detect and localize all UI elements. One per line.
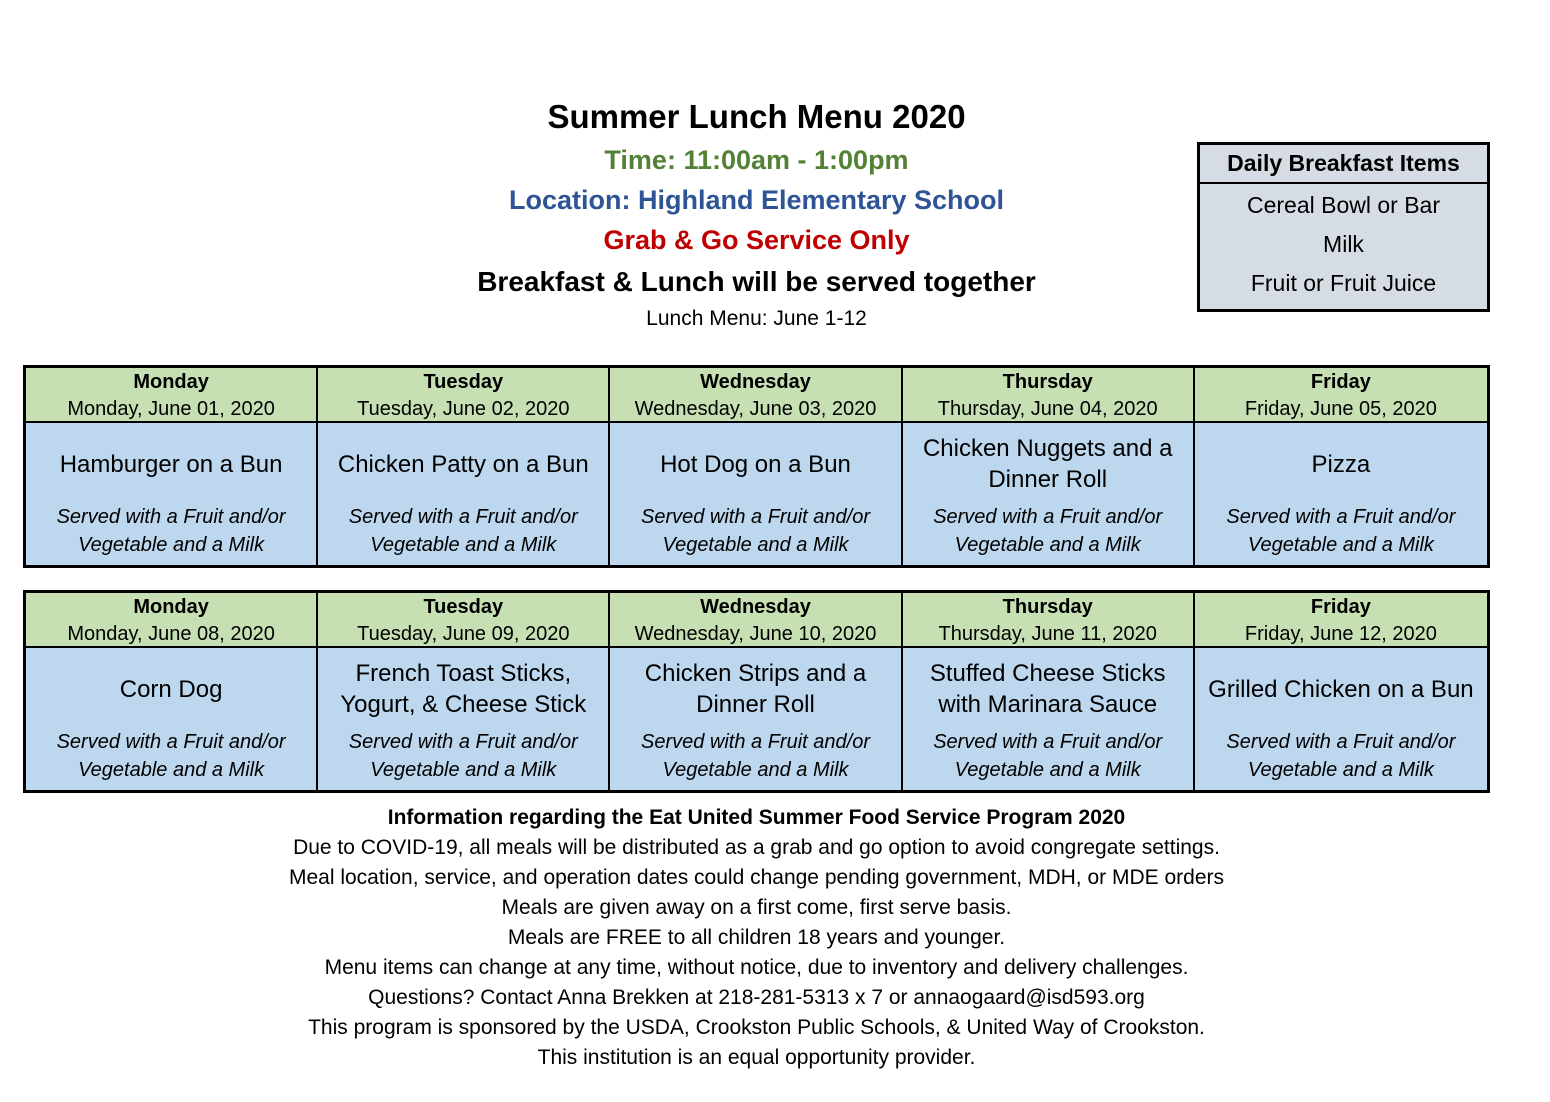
day-name: Friday (1310, 596, 1371, 618)
week2-header-friday (1195, 593, 1487, 648)
day-date: Friday, June 12, 2020 (1244, 623, 1437, 645)
info-line: Menu items can change at any time, without notice, due to inventory and delivery challenges. (324, 956, 1189, 979)
meal-name: Chicken Patty on a Bun (337, 450, 589, 478)
week2-meal-monday (26, 648, 318, 790)
meal-name: French Toast Sticks, Yogurt, & Cheese Stick (340, 660, 587, 718)
day-date: Thursday, June 11, 2020 (938, 623, 1157, 645)
meal-name: Chicken Strips and a Dinner Roll (644, 660, 867, 718)
meal-name: Corn Dog (119, 675, 223, 703)
breakfast-item: Milk (1323, 231, 1364, 257)
info-line: Meals are FREE to all children 18 years and younger. (507, 926, 1006, 949)
program-information (23, 803, 1490, 1073)
meal-name: Chicken Nuggets and a Dinner Roll (922, 435, 1173, 493)
info-line: Meal location, service, and operation dates could change pending government, MDH, or MDE orders (288, 866, 1224, 889)
meal-note: Served with a Fruit and/or Vegetable and a Milk (933, 731, 1163, 781)
day-date: Tuesday, June 02, 2020 (357, 398, 570, 420)
week2-header-tuesday (318, 593, 610, 648)
together-line: Breakfast & Lunch will be served together (477, 266, 1036, 297)
info-contact-line: Questions? Contact Anna Brekken at 218-281-5313 x 7 or annaogaard@isd593.org (368, 986, 1145, 1009)
day-name: Monday (133, 371, 209, 393)
meal-note: Served with a Fruit and/or Vegetable and a Milk (640, 731, 870, 781)
meal-note: Served with a Fruit and/or Vegetable and a Milk (1226, 731, 1456, 781)
meal-name: Grilled Chicken on a Bun (1208, 675, 1474, 703)
week1-header-monday (26, 368, 318, 423)
week1-meal-monday (26, 423, 318, 565)
day-date: Monday, June 01, 2020 (67, 398, 275, 420)
week1-meal-friday (1195, 423, 1487, 565)
info-line: This program is sponsored by the USDA, Crookston Public Schools, & United Way of Crookston. (308, 1016, 1205, 1039)
week1-meal-tuesday (318, 423, 610, 565)
day-name: Tuesday (423, 596, 504, 618)
page-title: Summer Lunch Menu 2020 (547, 98, 966, 135)
day-date: Monday, June 08, 2020 (67, 623, 275, 645)
menu-range-line: Lunch Menu: June 1-12 (646, 307, 867, 330)
week2-meal-friday (1195, 648, 1487, 790)
week2-meal-wednesday (610, 648, 902, 790)
week1-header-tuesday (318, 368, 610, 423)
day-date: Wednesday, June 10, 2020 (634, 623, 877, 645)
breakfast-item: Fruit or Fruit Juice (1250, 270, 1437, 296)
meal-note: Served with a Fruit and/or Vegetable and a Milk (348, 731, 578, 781)
day-name: Wednesday (700, 371, 811, 393)
day-date: Tuesday, June 09, 2020 (357, 623, 570, 645)
week1-header-wednesday (610, 368, 902, 423)
breakfast-item-list (1200, 184, 1487, 309)
breakfast-box-header: Daily Breakfast Items (1200, 145, 1487, 184)
day-name: Thursday (1002, 596, 1093, 618)
meal-name: Pizza (1311, 450, 1371, 478)
week2-table (23, 590, 1490, 793)
day-name: Tuesday (423, 371, 504, 393)
week1-meal-thursday (903, 423, 1195, 565)
meal-name: Stuffed Cheese Sticks with Marinara Sauce (929, 660, 1166, 718)
meal-note: Served with a Fruit and/or Vegetable and a Milk (56, 506, 286, 556)
week2-header-monday (26, 593, 318, 648)
meal-note: Served with a Fruit and/or Vegetable and a Milk (56, 731, 286, 781)
day-date: Thursday, June 04, 2020 (937, 398, 1158, 420)
day-date: Friday, June 05, 2020 (1244, 398, 1437, 420)
location-line: Location: Highland Elementary School (508, 185, 1005, 215)
day-name: Thursday (1002, 371, 1093, 393)
meal-note: Served with a Fruit and/or Vegetable and a Milk (348, 506, 578, 556)
info-heading: Information regarding the Eat United Summer Food Service Program 2020 (387, 806, 1126, 829)
service-line: Grab & Go Service Only (603, 225, 910, 255)
week1-header-thursday (903, 368, 1195, 423)
week1-meal-wednesday (610, 423, 902, 565)
day-date: Wednesday, June 03, 2020 (634, 398, 877, 420)
week1-table (23, 365, 1490, 568)
week2-header-thursday (903, 593, 1195, 648)
time-line: Time: 11:00am - 1:00pm (604, 145, 909, 175)
daily-breakfast-box (1197, 142, 1490, 312)
meal-name: Hot Dog on a Bun (660, 450, 851, 478)
breakfast-item: Cereal Bowl or Bar (1246, 192, 1441, 218)
week2-meal-thursday (903, 648, 1195, 790)
info-line: Due to COVID-19, all meals will be distributed as a grab and go option to avoid congregate settings. (293, 836, 1220, 859)
day-name: Wednesday (700, 596, 811, 618)
info-line: This institution is an equal opportunity provider. (537, 1046, 976, 1069)
week2-header-wednesday (610, 593, 902, 648)
meal-note: Served with a Fruit and/or Vegetable and a Milk (640, 506, 870, 556)
meal-name: Hamburger on a Bun (59, 450, 283, 478)
info-line: Meals are given away on a first come, first serve basis. (501, 896, 1012, 919)
week1-header-friday (1195, 368, 1487, 423)
meal-note: Served with a Fruit and/or Vegetable and a Milk (933, 506, 1163, 556)
day-name: Friday (1310, 371, 1371, 393)
meal-note: Served with a Fruit and/or Vegetable and a Milk (1226, 506, 1456, 556)
day-name: Monday (133, 596, 209, 618)
week2-meal-tuesday (318, 648, 610, 790)
